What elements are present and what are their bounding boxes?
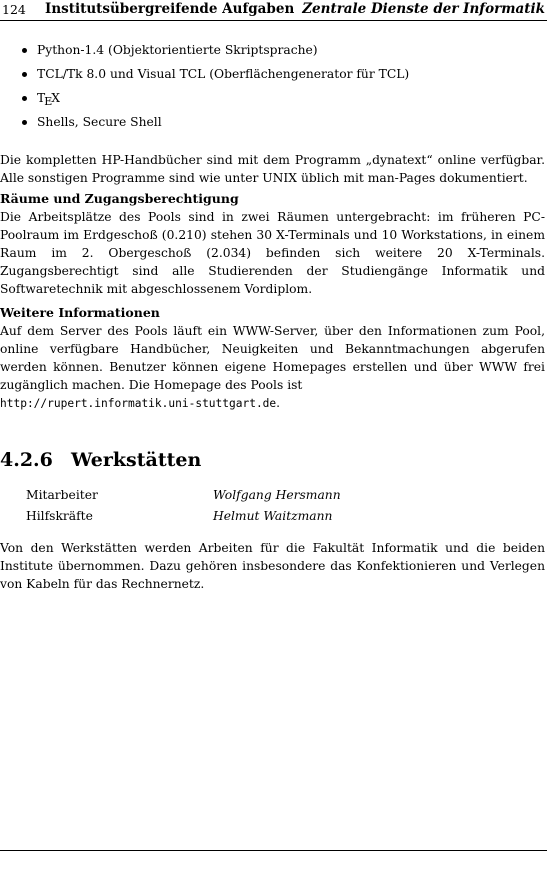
header-rule [0,20,547,21]
info-paragraph [0,322,545,413]
tex-logo: TEX [37,91,60,108]
staff-row [0,506,545,527]
intro-paragraph: Die kompletten HP-Handbücher sind mit dem Programm „dynatext“ online verfügbar. Alle sonstigen Programme sind wie unter UNIX üblich mit man-Pages dokumentiert. [0,153,545,185]
staff-role: Hilfskräfte [26,509,93,523]
staff-role: Mitarbeiter [26,488,98,502]
bullet-icon [22,72,27,77]
bullet-icon [22,120,27,125]
homepage-url: http://rupert.informatik.uni-stuttgart.de [0,397,277,410]
rooms-paragraph: Die Arbeitsplätze des Pools sind in zwei Räumen untergebracht: im früheren PC-Poolraum im Erdgeschoß (0.210) stehen 30 X-Terminals und 10 Workstations, in einem Raum im 2. Obergeschoß (2.034) befinden sich weitere 20 X-Terminals. Zugangsberechtigt sind alle Studierenden der Studiengänge Informatik und Softwaretechnik mit abgeschlossenem Vordiplom. [0,210,545,296]
page-body [0,38,545,593]
list-item-text: Python-1.4 (Objektorientierte Skriptsprache) [37,43,318,57]
list-item [22,38,545,62]
staff-name: Wolfgang Hersmann [213,488,341,502]
staff-name: Helmut Waitzmann [213,509,333,523]
list-item-text: Shells, Secure Shell [37,115,162,129]
list-item-text: TCL/Tk 8.0 und Visual TCL (Oberflächengenerator für TCL) [37,67,410,81]
staff-table [0,485,545,527]
footer-rule [0,850,547,851]
url-suffix: . [276,396,281,410]
section-title: Zentrale Dienste der Informatik [302,1,545,17]
rooms-heading: Räume und Zugangsberechtigung [0,191,239,206]
software-list [0,38,545,134]
chapter-title: Institutsübergreifende Aufgaben [45,1,295,17]
list-item [22,62,545,86]
staff-row [0,485,545,506]
bullet-icon [22,48,27,53]
info-text: Auf dem Server des Pools läuft ein WWW-Server, über den Informationen zum Pool, online verfügbare Handbücher, Neuigkeiten und Bekanntmachungen abgerufen werden können. Benutzer können eigene Homepages erstellen und über WWW frei zugänglich machen. Die Homepage des Pools ist [0,324,545,392]
section-number: 4.2.6 [0,449,53,471]
section-paragraph: Von den Werkstätten werden Arbeiten für die Fakultät Informatik und die beiden Institute übernommen. Dazu gehören insbesondere das Konfektionieren und Verlegen von Kabeln für das Rechnernetz. [0,541,545,591]
list-item [22,86,545,110]
list-item [22,110,545,134]
section-heading [0,448,545,472]
bullet-icon [22,96,27,101]
section-name: Werkstätten [71,449,202,471]
page-number: 124 [2,2,26,17]
info-heading: Weitere Informationen [0,305,160,320]
running-header [0,0,547,18]
